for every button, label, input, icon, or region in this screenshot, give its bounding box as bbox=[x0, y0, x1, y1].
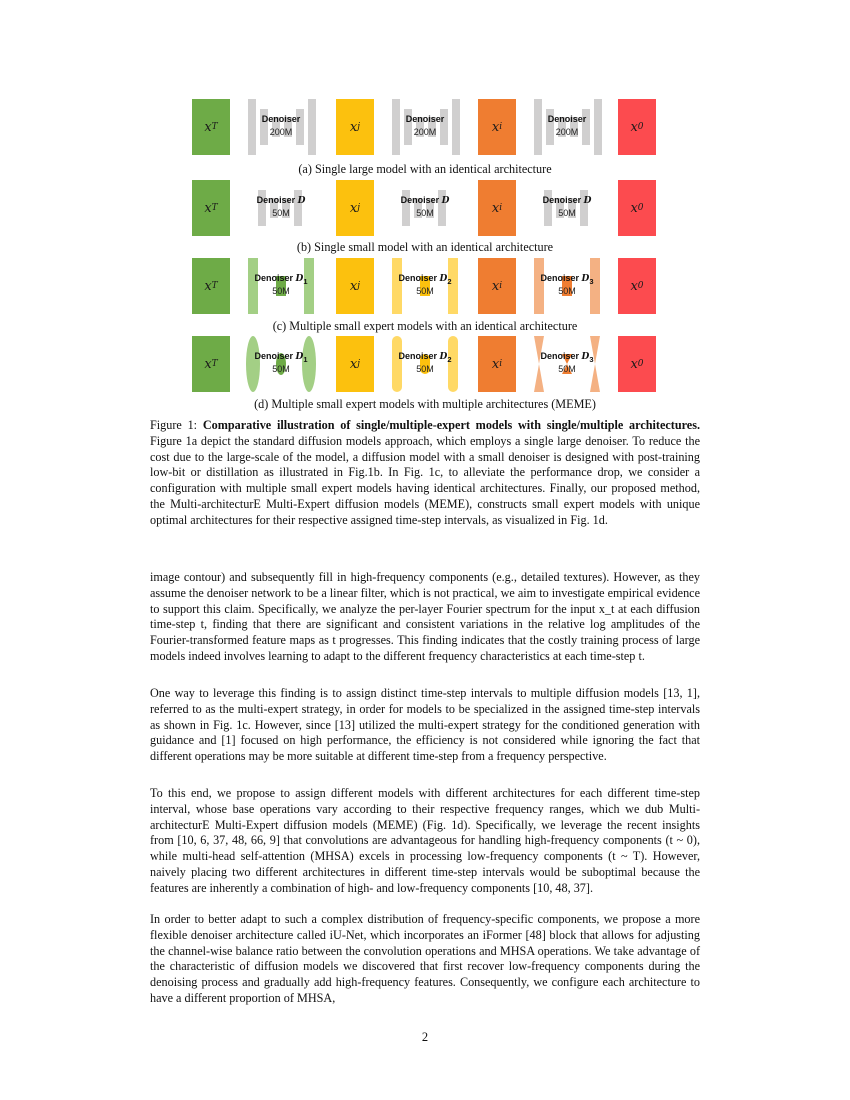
denoiser-a2: Denoiser 200M bbox=[390, 99, 460, 155]
stage-x0: x 0 bbox=[618, 258, 656, 314]
denoiser-c3: Denoiser $D_3$ 50M bbox=[532, 258, 602, 314]
denoiser-d2: Denoiser $D_2$ 50M bbox=[390, 336, 460, 392]
denoiser-b1: Denoiser D 50M bbox=[246, 180, 316, 236]
figure-row-d bbox=[192, 336, 656, 392]
figure-caption: Figure 1: Comparative illustration of single/multiple-expert models with single/multiple architectures. Figure 1a depict the standard diffusion models approach, which employs a single large denoiser. To reduce the cost due to the large-scale of the model, a diffusion model with a small denoiser is designed with post-training low-bit or distillation as illustrated in Fig.1b. In Fig. 1c, to alleviate the performance drop, we consider a configuration with multiple small expert models having identical architectures. Finally, our proposed method, the Multi-architecturE Multi-Expert diffusion models (MEME), constructs small expert models with unique optimal architectures for their respective assigned time-step intervals, as visualized in Fig. 1d. bbox=[150, 418, 700, 527]
figure-row-c bbox=[192, 258, 656, 314]
stage-xT: x T bbox=[192, 99, 230, 155]
stage-xT: x T bbox=[192, 336, 230, 392]
paragraph-2: One way to leverage this finding is to assign distinct time-step intervals to multiple diffusion models [13, 1], referred to as the multi-expert strategy, in order for models to be specialized in the assigned time-step intervals as shown in Fig. 1c. However, since [13] utilized the multi-expert strategy for the conditioned generation with guidance and [1] focused on high performance, the efficiency is not considered while ignoring the fact that different operations may be more suitable at different time-step from a frequency perspective. bbox=[150, 686, 700, 764]
stage-xj: x j bbox=[336, 258, 374, 314]
figure-row-a bbox=[192, 99, 656, 155]
stage-xi: x i bbox=[478, 99, 516, 155]
stage-xj: x j bbox=[336, 336, 374, 392]
stage-xi: x i bbox=[478, 336, 516, 392]
stage-xj: x j bbox=[336, 99, 374, 155]
stage-x0: x 0 bbox=[618, 99, 656, 155]
figure-row-b bbox=[192, 180, 656, 236]
denoiser-c1: Denoiser $D_1$ 50M bbox=[246, 258, 316, 314]
stage-xi: x i bbox=[478, 258, 516, 314]
stage-xi: x i bbox=[478, 180, 516, 236]
stage-x0: x 0 bbox=[618, 336, 656, 392]
denoiser-d1: Denoiser $D_1$ 50M bbox=[246, 336, 316, 392]
caption-b: (b) Single small model with an identical architecture bbox=[296, 240, 554, 254]
stage-xT: x T bbox=[192, 180, 230, 236]
denoiser-d3: Denoiser $D_3$ 50M bbox=[532, 336, 602, 392]
caption-a: (a) Single large model with an identical architecture bbox=[298, 162, 552, 176]
denoiser-b3: Denoiser D 50M bbox=[532, 180, 602, 236]
page-number: 2 bbox=[421, 1030, 429, 1044]
denoiser-a1: Denoiser 200M bbox=[246, 99, 316, 155]
denoiser-b2: Denoiser D 50M bbox=[390, 180, 460, 236]
stage-x0: x 0 bbox=[618, 180, 656, 236]
paragraph-1: image contour) and subsequently fill in high-frequency components (e.g., detailed textures). However, as they assume the denoiser network to be a linear filter, which is not practical, we aim to investigate empirical evidence to support this claim. Specifically, we analyze the per-layer Fourier spectrum for the input x_t at each diffusion time-step t, finding that there are significant and consistent variations in the relative log amplitudes of the Fourier-transformed feature maps as t progresses. This finding indicates that the costly training process of large models indeed involves learning to adapt to the different frequency characteristics at each time-step t. bbox=[150, 570, 700, 663]
paragraph-3: To this end, we propose to assign different models with different architectures for each different time-step interval, whose base operations vary according to their respective frequency ranges, which we dub Multi-architecturE Multi-Expert diffusion models (MEME) (Fig. 1d). Specifically, we leverage the recent insights from [10, 6, 37, 48, 66, 9] that convolutions are advantageous for handling high-frequency components (t ~ 0), while multi-head self-attention (MHSA) excels in processing low-frequency components (t ~ T). However, naively placing two different architectures in different time-step intervals would be suboptimal because the features are inherently a combination of high- and low-frequency components [10, 48, 37]. bbox=[150, 786, 700, 895]
denoiser-a3: Denoiser 200M bbox=[532, 99, 602, 155]
stage-xT: x T bbox=[192, 258, 230, 314]
stage-xj: x j bbox=[336, 180, 374, 236]
denoiser-c2: Denoiser $D_2$ 50M bbox=[390, 258, 460, 314]
caption-c: (c) Multiple small expert models with an identical architecture bbox=[272, 319, 578, 333]
caption-d: (d) Multiple small expert models with multiple architectures (MEME) bbox=[254, 397, 596, 411]
paragraph-4: In order to better adapt to such a complex distribution of frequency-specific components, we propose a more flexible denoiser architecture called iU-Net, which incorporates an iFormer [48] block that allows for adjusting the channel-wise balance ratio between the convolution operations and MHSA operations. We take advantage of the characteristic of diffusion models we discovered that first recover low-frequency components during the denoising process and gradually add high-frequency features. Consequently, we configure each architecture to have a different proportion of MHSA, bbox=[150, 912, 700, 1005]
